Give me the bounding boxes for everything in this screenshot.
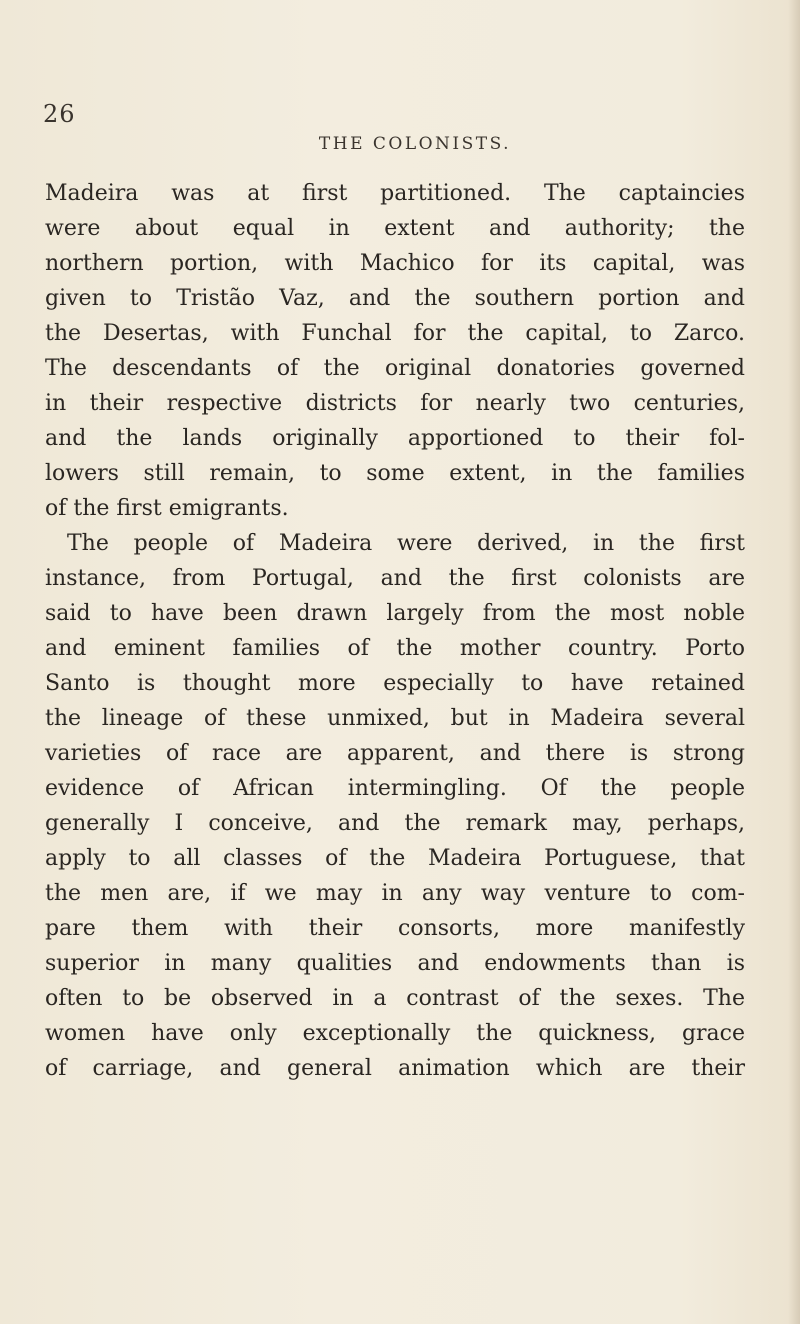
text-line: said to have been drawn largely from the most noble	[45, 601, 745, 626]
text-line: the Desertas, with Funchal for the capital, to Zarco.	[45, 321, 745, 346]
text-line: apply to all classes of the Madeira Portuguese, that	[45, 846, 745, 871]
text-line: in their respective districts for nearly two centuries,	[45, 391, 745, 416]
text-line: pare them with their consorts, more manifestly	[45, 916, 745, 941]
page-edge-shadow	[788, 0, 800, 1324]
body-text	[45, 176, 745, 1086]
text-line: instance, from Portugal, and the first colonists are	[45, 566, 745, 591]
text-line: superior in many qualities and endowments than is	[45, 951, 745, 976]
text-line: generally I conceive, and the remark may, perhaps,	[45, 811, 745, 836]
text-line: Santo is thought more especially to have retained	[45, 671, 745, 696]
text-line: evidence of African intermingling. Of the people	[45, 776, 745, 801]
text-line: of carriage, and general animation which are their	[45, 1056, 745, 1081]
text-line: the men are, if we may in any way venture to com-	[45, 881, 745, 906]
text-line: northern portion, with Machico for its capital, was	[45, 251, 745, 276]
running-head: THE COLONISTS.	[318, 134, 512, 154]
text-line: women have only exceptionally the quickness, grace	[45, 1021, 745, 1046]
text-line: The descendants of the original donatories governed	[45, 356, 745, 381]
page-number: 26	[43, 100, 76, 128]
paragraph-start-line: The people of Madeira were derived, in the first	[67, 531, 745, 556]
text-line: Madeira was at first partitioned. The captaincies	[45, 181, 745, 206]
text-line: were about equal in extent and authority; the	[45, 216, 745, 241]
text-line: lowers still remain, to some extent, in the families	[45, 461, 745, 486]
text-line: and the lands originally apportioned to their fol-	[45, 426, 745, 451]
text-line: given to Tristão Vaz, and the southern portion and	[45, 286, 745, 311]
text-line: often to be observed in a contrast of the sexes. The	[45, 986, 745, 1011]
text-line: and eminent families of the mother country. Porto	[45, 636, 745, 661]
paragraph-end-line: of the first emigrants.	[45, 496, 289, 521]
text-line: varieties of race are apparent, and there is strong	[45, 741, 745, 766]
text-line: the lineage of these unmixed, but in Madeira several	[45, 706, 745, 731]
